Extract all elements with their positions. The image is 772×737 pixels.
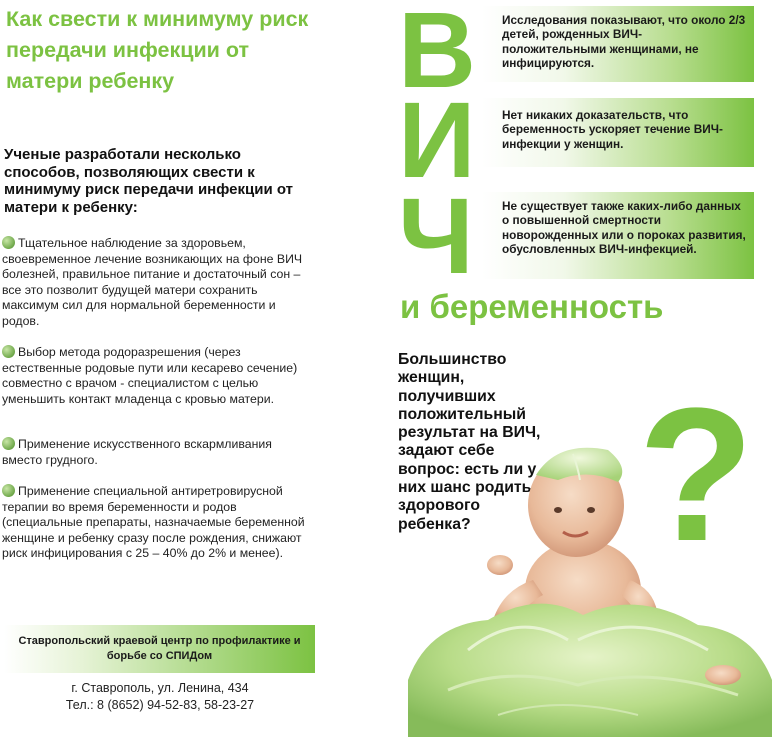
phone-text: Тел.: 8 (8652) 94-52-83, 58-23-27 <box>65 698 255 712</box>
address-text: г. Ставрополь, ул. Ленина, 434 <box>71 681 249 695</box>
bullet-text: Применение специальной антиретровирусной терапии во время беременности и родов (специальные препараты, назначаемые беременной женщине и ребенку сразу после рождения, снижают риск инфицирования с 25 – 40% до 2% и менее). <box>2 484 305 560</box>
organization-name: Ставропольский краевой центр по профилактике и борьбе со СПИДом <box>18 635 301 662</box>
bullet-item <box>2 236 310 329</box>
question-text: Большинство женщин, получивших положительный результат на ВИЧ, задают себе вопрос: есть ли у них шанс родить здорового ребенка? <box>398 351 541 533</box>
question-mark-icon: ? <box>638 369 755 581</box>
main-title: Как свести к минимуму риск передачи инфекции от матери ребенку <box>6 7 309 93</box>
bullet-text: Тщательное наблюдение за здоровьем, своевременное лечение возникающих на фоне ВИЧ болезней, правильное питание и достаточный сон – все это позволит будущей матери сохранить максимум сил для нормальной беременности и родов. <box>2 236 303 328</box>
letter-i: И <box>398 79 476 200</box>
baby-in-cabbage-image <box>408 440 772 737</box>
intro-text: Ученые разработали несколько способов, позволяющих свести к минимуму риск передачи инфекции от матери к ребенку: <box>4 146 293 216</box>
fact-box: Исследования показывают, что около 2/3 детей, рожденных ВИЧ-положительными женщинами, не инфицируются. <box>482 6 754 82</box>
contact-block <box>0 680 320 714</box>
bullet-item <box>2 484 310 562</box>
cabbage-bullet-icon <box>2 236 15 249</box>
bullet-item <box>2 345 310 407</box>
cabbage-bullet-icon <box>2 437 15 450</box>
cabbage-bullet-icon <box>2 484 15 497</box>
fact-box: Не существует также каких-либо данных о повышенной смертности новорожденных или о пороках развития, обусловленных ВИЧ-инфекцией. <box>482 192 754 279</box>
cabbage-bullet-icon <box>2 345 15 358</box>
fact-box: Нет никаких доказательств, что беременность ускоряет течение ВИЧ-инфекции у женщин. <box>482 98 754 167</box>
subtitle: и беременность <box>400 288 664 325</box>
letter-v: В <box>398 0 476 110</box>
bullet-item <box>2 437 310 468</box>
organization-banner <box>4 625 315 673</box>
bullet-text: Выбор метода родоразрешения (через естественные родовые пути или кесарево сечение) совместно с врачом - специалистом с целью уменьшить контакт младенца с кровью матери. <box>2 345 298 406</box>
bullet-text: Применение искусственного вскармливания вместо грудного. <box>2 437 272 467</box>
letter-ch: Ч <box>398 175 474 296</box>
